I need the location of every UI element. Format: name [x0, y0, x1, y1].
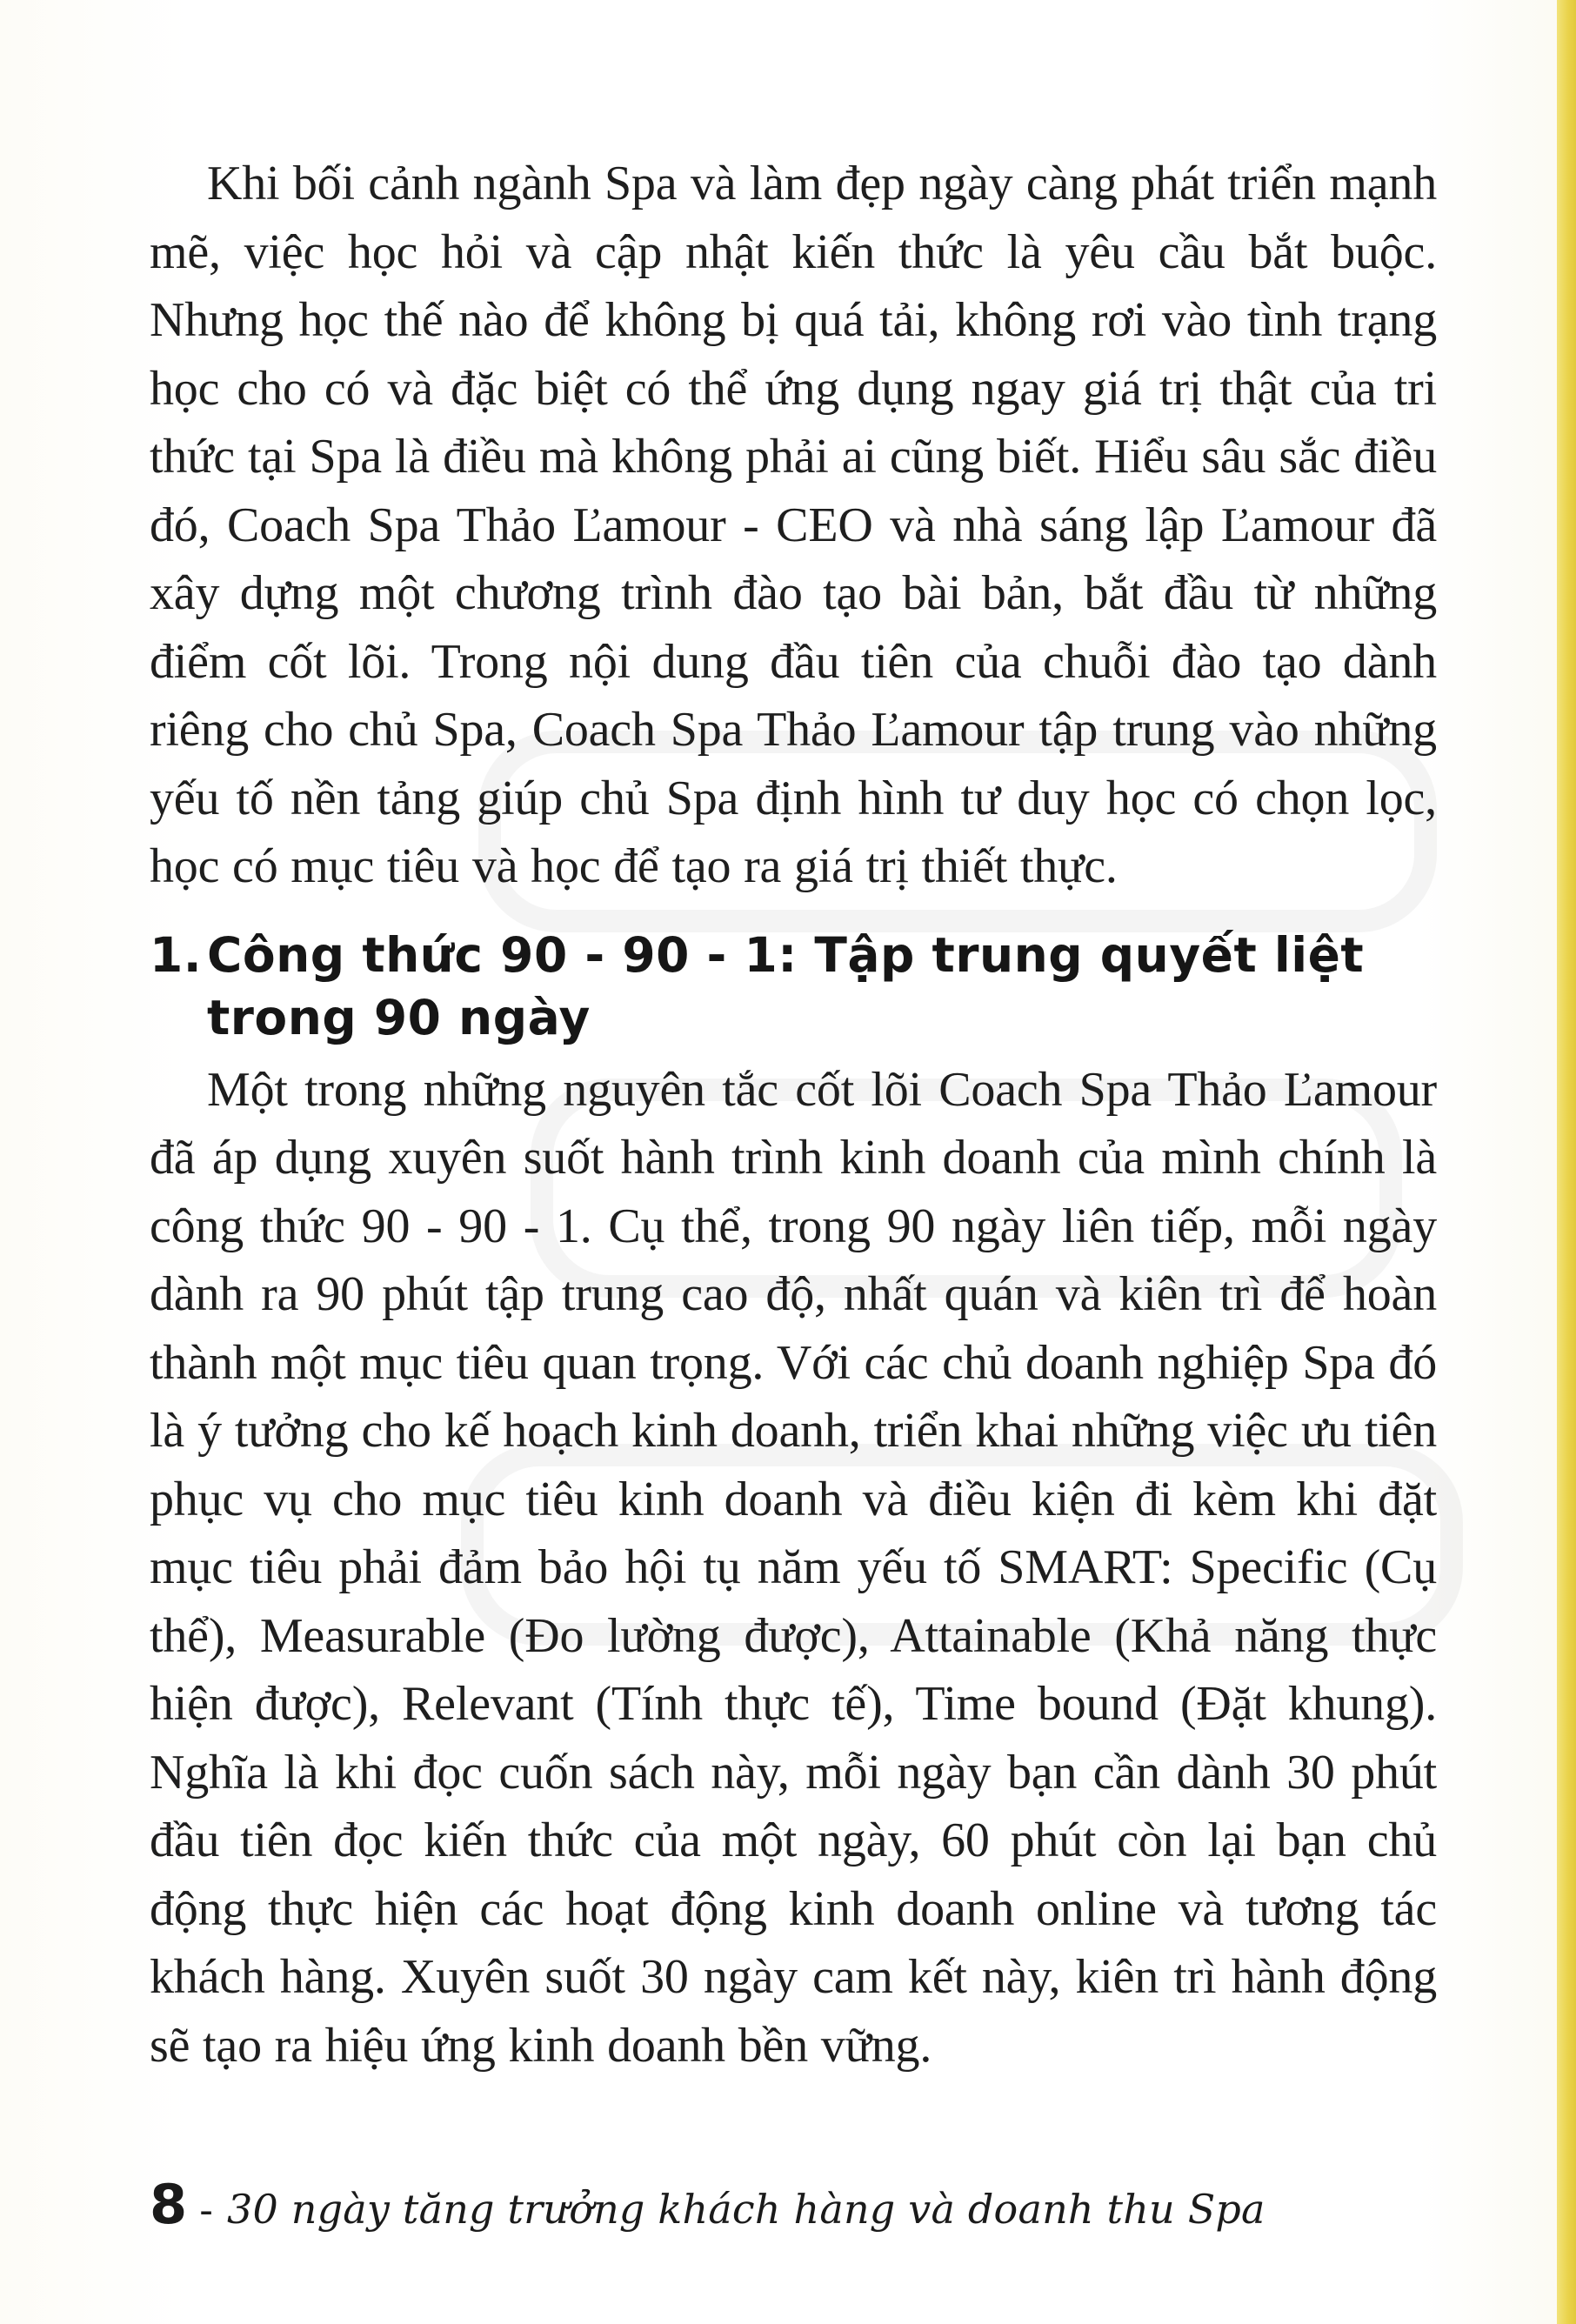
- page-edge-strip: [1557, 0, 1576, 2324]
- page-number: 8: [150, 2173, 188, 2236]
- page-footer: [150, 2173, 1437, 2242]
- section-paragraph: Một trong những nguyên tắc cốt lõi Coach Spa Thảo Ľamour đã áp dụng xuyên suốt hành trình kinh doanh của mình chính là công thức 90 - 90 - 1. Cụ thể, trong 90 ngày liên tiếp, mỗi ngày dành ra 90 phút tập trung cao độ, nhất quán và kiên trì để hoàn thành một mục tiêu quan trọng. Với các chủ doanh nghiệp Spa đó là ý tưởng cho kế hoạch kinh doanh, triển khai những việc ưu tiên phục vụ cho mục tiêu kinh doanh và điều kiện đi kèm khi đặt mục tiêu phải đảm bảo hội tụ năm yếu tố SMART: Specific (Cụ thể), Measurable (Đo lường được), Attainable (Khả năng thực hiện được), Relevant (Tính thực tế), Time bound (Đặt khung). Nghĩa là khi đọc cuốn sách này, mỗi ngày bạn cần dành 30 phút đầu tiên đọc kiến thức của một ngày, 60 phút còn lại bạn chủ động thực hiện các hoạt động kinh doanh online và tương tác khách hàng. Xuyên suốt 30 ngày cam kết này, kiên trì hành động sẽ tạo ra hiệu ứng kinh doanh bền vững.: [150, 1062, 1437, 2073]
- section-heading: [150, 924, 1437, 1049]
- page-body: [150, 150, 1437, 2080]
- intro-paragraph: Khi bối cảnh ngành Spa và làm đẹp ngày càng phát triển mạnh mẽ, việc học hỏi và cập nhật kiến thức là yêu cầu bắt buộc. Nhưng học thế nào để không bị quá tải, không rơi vào tình trạng học cho có và đặc biệt có thể ứng dụng ngay giá trị thật của tri thức tại Spa là điều mà không phải ai cũng biết. Hiểu sâu sắc điều đó, Coach Spa Thảo Ľamour - CEO và nhà sáng lập Ľamour đã xây dựng một chương trình đào tạo bài bản, bắt đầu từ những điểm cốt lõi. Trong nội dung đầu tiên của chuỗi đào tạo dành riêng cho chủ Spa, Coach Spa Thảo Ľamour tập trung vào những yếu tố nền tảng giúp chủ Spa định hình tư duy học có chọn lọc, học có mục tiêu và học để tạo ra giá trị thiết thực.: [150, 157, 1437, 893]
- footer-separator: -: [199, 2188, 214, 2233]
- running-title: 30 ngày tăng trưởng khách hàng và doanh thu Spa: [227, 2186, 1265, 2233]
- section-heading-text: Công thức 90 - 90 - 1: Tập trung quyết liệt trong 90 ngày: [207, 926, 1365, 1045]
- section-number: 1.: [150, 926, 203, 983]
